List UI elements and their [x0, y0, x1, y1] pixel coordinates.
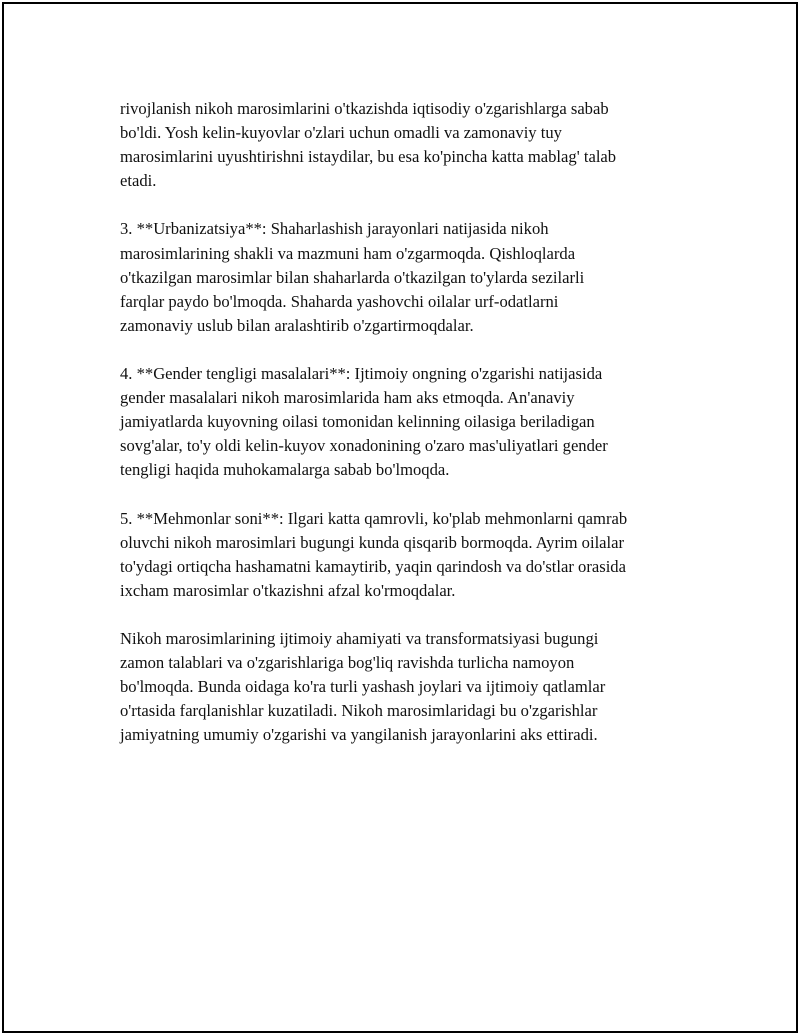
paragraph-urbanization	[120, 217, 700, 337]
text-line: o'tkazilgan marosimlar bilan shaharlarda o'tkazilgan to'ylarda sezilarli	[120, 267, 585, 287]
text-line: to'ydagi ortiqcha hashamatni kamaytirib, yaqin qarindosh va do'stlar orasida	[120, 556, 626, 576]
text-line: zamonaviy uslub bilan aralashtirib o'zgartirmoqdalar.	[120, 315, 474, 335]
paragraph-economic-continuation	[120, 97, 700, 193]
text-line: marosimlarining shakli va mazmuni ham o'zgarmoqda. Qishloqlarda	[120, 243, 576, 263]
text-line: 3. **Urbanizatsiya**: Shaharlashish jarayonlari natijasida nikoh	[120, 219, 549, 239]
text-line: oluvchi nikoh marosimlari bugungi kunda qisqarib bormoqda. Ayrim oilalar	[120, 532, 625, 552]
text-line: bo'ldi. Yosh kelin-kuyovlar o'zlari uchun omadli va zamonaviy tuy	[120, 123, 562, 143]
document-page	[2, 2, 798, 1033]
text-line: rivojlanish nikoh marosimlarini o'tkazishda iqtisodiy o'zgarishlarga sabab	[120, 99, 609, 118]
text-line: 4. **Gender tengligi masalalari**: Ijtimoiy ongning o'zgarishi natijasida	[120, 364, 603, 384]
text-line: bo'lmoqda. Bunda oidaga ko'ra turli yashash joylari va ijtimoiy qatlamlar	[120, 677, 606, 697]
paragraph-guest-count	[120, 507, 700, 603]
text-line: 5. **Mehmonlar soni**: Ilgari katta qamrovli, ko'plab mehmonlarni qamrab	[120, 508, 628, 528]
text-line: Nikoh marosimlarining ijtimoiy ahamiyati va transformatsiyasi bugungi	[120, 629, 599, 649]
text-line: ixcham marosimlar o'tkazishni afzal ko'rmoqdalar.	[120, 580, 456, 600]
text-line: sovg'alar, to'y oldi kelin-kuyov xonadonining o'zaro mas'uliyatlari gender	[120, 436, 608, 456]
text-line: tengligi haqida muhokamalarga sabab bo'lmoqda.	[120, 460, 450, 480]
text-line: farqlar paydo bo'lmoqda. Shaharda yashovchi oilalar urf-odatlarni	[120, 291, 559, 311]
document-body	[120, 97, 700, 772]
text-line: o'rtasida farqlanishlar kuzatiladi. Nikoh marosimlaridagi bu o'zgarishlar	[120, 701, 598, 721]
paragraph-gender-equality	[120, 362, 700, 482]
text-line: jamiyatlarda kuyovning oilasi tomonidan kelinning oilasiga beriladigan	[120, 412, 595, 432]
text-line: etadi.	[120, 171, 157, 191]
text-line: jamiyatning umumiy o'zgarishi va yangilanish jarayonlarini aks ettiradi.	[120, 725, 598, 745]
paragraph-conclusion	[120, 627, 700, 747]
text-line: marosimlarini uyushtirishni istaydilar, bu esa ko'pincha katta mablag' talab	[120, 147, 617, 167]
text-line: zamon talablari va o'zgarishlariga bog'liq ravishda turlicha namoyon	[120, 653, 575, 673]
text-line: gender masalalari nikoh marosimlarida ham aks etmoqda. An'anaviy	[120, 388, 575, 408]
